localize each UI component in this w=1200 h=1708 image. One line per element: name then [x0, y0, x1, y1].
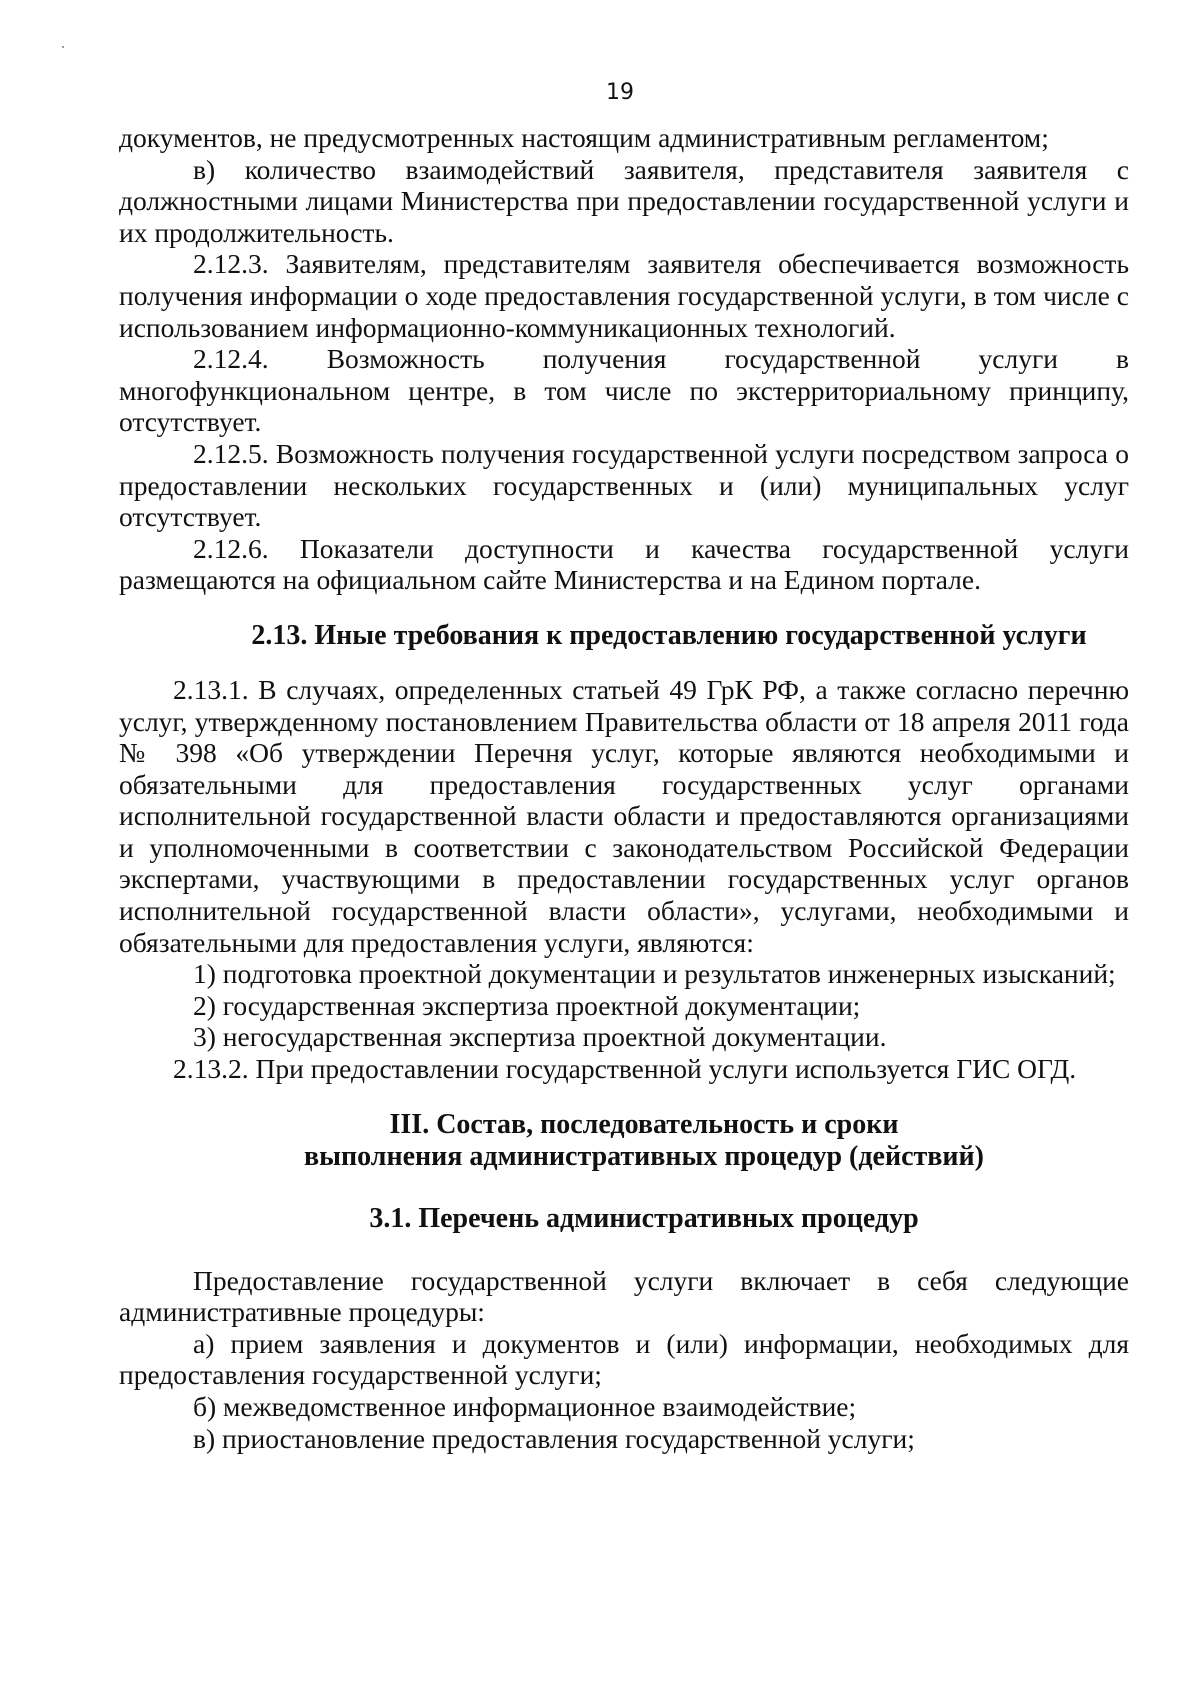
- document-body: [119, 122, 1129, 1454]
- scan-speck: [62, 46, 64, 48]
- chapter-heading-iii: [119, 1109, 1129, 1173]
- paragraph-2-13-2: 2.13.2. При предоставлении государственной услуги используется ГИС ОГД.: [173, 1053, 1077, 1085]
- procedure-item-v: в) приостановление предоставления государственной услуги;: [193, 1422, 915, 1454]
- page-number: 19: [606, 80, 634, 105]
- list-item-1: 1) подготовка проектной документации и результатов инженерных изысканий;: [193, 958, 1116, 990]
- paragraph-2-12-6: 2.12.6. Показатели доступности и качества государственной услуги размещаются на официальном сайте Министерства и на Едином портале.: [119, 532, 1129, 596]
- paragraph-2-12-5: 2.12.5. Возможность получения государственной услуги посредством запроса о предоставлении нескольких государственных и (или) муниципальных услуг отсутствует.: [119, 437, 1129, 533]
- procedure-item-b: б) межведомственное информационное взаимодействие;: [193, 1391, 857, 1422]
- paragraph-3-1-intro: Предоставление государственной услуги включает в себя следующие административные процедуры:: [119, 1264, 1129, 1328]
- procedure-item-a: а) прием заявления и документов и (или) информации, необходимых для предоставления государственной услуги;: [119, 1327, 1129, 1391]
- section-heading-3-1: 3.1. Перечень административных процедур: [369, 1202, 919, 1234]
- list-item-2: 2) государственная экспертиза проектной документации;: [193, 989, 861, 1021]
- paragraph-continuation: документов, не предусмотренных настоящим административным регламентом;: [119, 122, 1049, 153]
- paragraph-2-12-3: 2.12.3. Заявителям, представителям заявителя обеспечивается возможность получения информации о ходе предоставления государственной услуги, в том числе с использованием информационно-коммуникационных технологий.: [119, 248, 1129, 343]
- paragraph-2-13-1: 2.13.1. В случаях, определенных статьей 49 ГрК РФ, а также согласно перечню услуг, утвержденному постановлением Правительства области от 18 апреля 2011 года № 398 «Об утверждении Перечня услуг, которые являются необходимыми и обязательными для предоставления государственных услуг органами исполнительной государственной власти области и предоставляются организациями и уполномоченными в соответствии с законодательством Российской Федерации экспертами, участвующими в предоставлении государственных услуг органов исполнительной государственной власти области», услугами, необходимыми и обязательными для предоставления услуги, являются:: [119, 673, 1129, 958]
- paragraph-item-v: в) количество взаимодействий заявителя, представителя заявителя с должностными лицами Министерства при предоставлении государственной услуги и их продолжительность.: [119, 153, 1129, 248]
- chapter-heading-line-2: выполнения административных процедур (действий): [303, 1140, 984, 1172]
- list-item-3: 3) негосударственная экспертиза проектной документации.: [193, 1021, 887, 1053]
- section-heading-2-13: 2.13. Иные требования к предоставлению государственной услуги: [251, 619, 1087, 651]
- chapter-heading-line-1: III. Состав, последовательность и сроки: [389, 1108, 899, 1140]
- paragraph-2-12-4: 2.12.4. Возможность получения государственной услуги в многофункциональном центре, в том числе по экстерриториальному принципу, отсутствует.: [119, 343, 1129, 438]
